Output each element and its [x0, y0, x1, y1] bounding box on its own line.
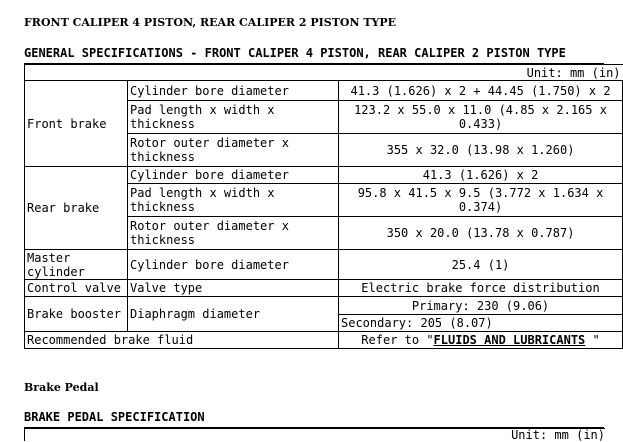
pedal-spec-title: BRAKE PEDAL SPECIFICATION — [24, 410, 205, 424]
master-cylinder-label: Master cylinder — [25, 250, 128, 280]
fluid-refer-prefix: Refer to " — [361, 333, 434, 347]
brake-booster-primary: Primary: 230 (9.06) — [339, 297, 623, 315]
fluid-value — [339, 332, 623, 349]
table-row — [25, 81, 623, 101]
brake-booster-secondary: Secondary: 205 (8.07) — [339, 315, 623, 332]
rear-bore-label: Cylinder bore diameter — [128, 167, 339, 184]
table-row — [25, 167, 623, 184]
brake-booster-item: Diaphragm diameter — [128, 297, 339, 332]
control-valve-item: Valve type — [128, 280, 339, 297]
section-title: GENERAL SPECIFICATIONS - FRONT CALIPER 4 PISTON, REAR CALIPER 2 PISTON TYPE — [24, 46, 566, 60]
table-row — [25, 297, 623, 315]
front-pad-label: Pad length x width x thickness — [128, 101, 339, 134]
rear-rotor-value: 350 x 20.0 (13.78 x 0.787) — [339, 217, 623, 250]
front-rotor-label: Rotor outer diameter x thickness — [128, 134, 339, 167]
front-rotor-value: 355 x 32.0 (13.98 x 1.260) — [339, 134, 623, 167]
page-title: FRONT CALIPER 4 PISTON, REAR CALIPER 2 PISTON TYPE — [24, 16, 397, 29]
control-valve-label: Control valve — [25, 280, 128, 297]
table-row — [25, 332, 623, 349]
fluid-label: Recommended brake fluid — [25, 332, 339, 349]
front-pad-value: 123.2 x 55.0 x 11.0 (4.85 x 2.165 x 0.433) — [339, 101, 623, 134]
fluid-refer-suffix: " — [585, 333, 600, 347]
unit-row — [25, 65, 623, 81]
front-brake-label: Front brake — [25, 81, 128, 167]
rear-pad-value: 95.8 x 41.5 x 9.5 (3.772 x 1.634 x 0.374) — [339, 184, 623, 217]
table-row — [25, 250, 623, 280]
unit-label: Unit: mm (in) — [25, 65, 623, 81]
rear-pad-label: Pad length x width x thickness — [128, 184, 339, 217]
brake-pedal-heading: Brake Pedal — [24, 381, 99, 394]
rear-rotor-label: Rotor outer diameter x thickness — [128, 217, 339, 250]
master-cylinder-item: Cylinder bore diameter — [128, 250, 339, 280]
rear-brake-label: Rear brake — [25, 167, 128, 250]
pedal-unit-label: Unit: mm (in) — [24, 428, 605, 441]
master-cylinder-value: 25.4 (1) — [339, 250, 623, 280]
front-bore-value: 41.3 (1.626) x 2 + 44.45 (1.750) x 2 — [339, 81, 623, 101]
table-row — [25, 280, 623, 297]
fluids-and-lubricants-link[interactable]: FLUIDS AND LUBRICANTS — [433, 333, 586, 347]
brake-booster-label: Brake booster — [25, 297, 128, 332]
general-specifications-table — [24, 64, 623, 349]
front-bore-label: Cylinder bore diameter — [128, 81, 339, 101]
rear-bore-value: 41.3 (1.626) x 2 — [339, 167, 623, 184]
control-valve-value: Electric brake force distribution — [339, 280, 623, 297]
